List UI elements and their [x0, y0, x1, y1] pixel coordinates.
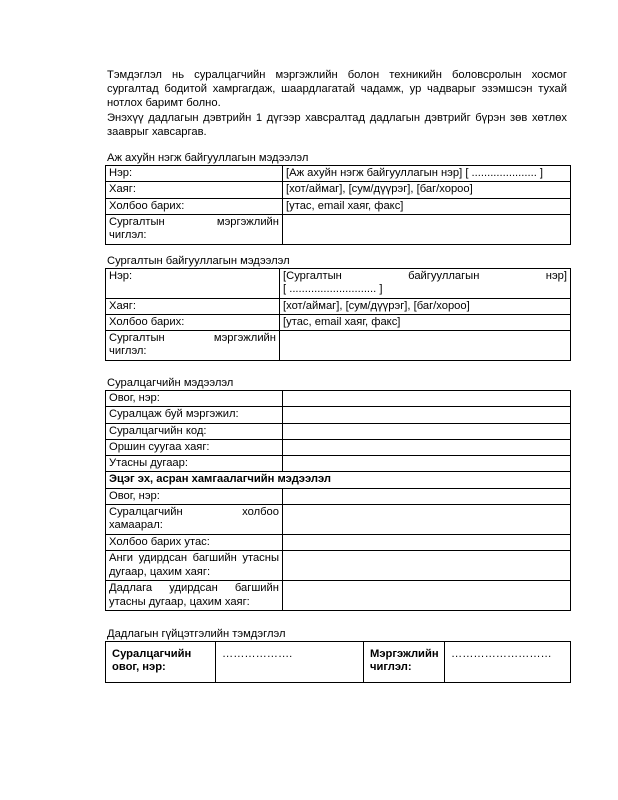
table-row — [106, 551, 571, 581]
training-caption: Сургалтын байгууллагын мэдээлэл — [107, 255, 290, 267]
grading-caption: Дадлагын гүйцэтгэлийн тэмдэглэл — [107, 628, 286, 640]
row-value[interactable] — [283, 535, 571, 551]
row-label: Холбоо барих утас: — [106, 535, 283, 551]
row-label — [106, 214, 283, 244]
label-word: мэргэжлийн — [213, 332, 276, 345]
student-name-value[interactable]: ………………. — [216, 642, 364, 683]
row-value[interactable] — [283, 214, 571, 244]
intro-paragraph-1: Тэмдэглэл нь суралцагчийн мэргэжлийн болон техникийн боловсролын хосмог сургалтад бодитой хамргагдаж, шаардлагатай чадамж, ур чадварыг эзэмшсэн тухай нотлох баримт болно. — [107, 69, 567, 110]
row-value[interactable] — [280, 331, 571, 361]
intro-paragraph-2: Энэхүү дадлагын дэвтрийн 1 дүгээр хавсралтад дадлагын дэвтрийг бүрэн зөв хөтлөх зааврыг хавсаргав. — [107, 111, 567, 138]
label-word: хамаарал: — [109, 519, 163, 532]
label-word: чиглэл: — [109, 229, 147, 242]
row-label: Нэр: — [106, 269, 280, 299]
label-word: мэргэжлийн — [216, 215, 279, 228]
table-row — [106, 488, 571, 504]
row-value[interactable] — [283, 488, 571, 504]
row-label: Оршин суугаа хаяг: — [106, 439, 283, 455]
row-label: Утасны дугаар: — [106, 456, 283, 472]
table-row — [106, 298, 571, 314]
row-value[interactable]: [утас, email хаяг, факс] — [283, 198, 571, 214]
label-word: Суралцагчийн — [109, 506, 183, 519]
row-value[interactable] — [283, 456, 571, 472]
student-caption: Суралцагчийн мэдээлэл — [107, 377, 234, 389]
row-label: Холбоо барих: — [106, 314, 280, 330]
table-row — [106, 642, 571, 683]
row-label: Холбоо барих: — [106, 198, 283, 214]
row-value[interactable]: [Аж ахуйн нэгж байгууллагын нэр] [ ..................... ] — [283, 166, 571, 182]
row-label: Хаяг: — [106, 298, 280, 314]
table-row — [106, 456, 571, 472]
table-row — [106, 472, 571, 488]
table-row — [106, 214, 571, 244]
row-value[interactable] — [283, 391, 571, 407]
row-value[interactable] — [283, 551, 571, 581]
table-row — [106, 391, 571, 407]
table-row — [106, 331, 571, 361]
row-value[interactable] — [283, 505, 571, 535]
label-word: чиглэл: — [109, 345, 147, 358]
major-value[interactable]: ……………………… — [445, 642, 571, 683]
value-word: нэр] — [545, 270, 567, 282]
value-word: [Сургалтын — [283, 270, 342, 282]
major-label: Мэргэжлийн чиглэл: — [364, 642, 445, 683]
table-row — [106, 166, 571, 182]
label-word: холбоо — [242, 506, 279, 519]
table-row — [106, 269, 571, 299]
table-row — [106, 439, 571, 455]
table-row — [106, 581, 571, 611]
label-word: Сургалтын — [109, 215, 165, 228]
student-name-label: Суралцагчийн овог, нэр: — [106, 642, 216, 683]
row-value[interactable]: [хот/аймаг], [сум/дүүрэг], [баг/хороо] — [283, 182, 571, 198]
row-value[interactable] — [283, 581, 571, 611]
row-value[interactable] — [283, 407, 571, 423]
table-row — [106, 407, 571, 423]
enterprise-caption: Аж ахуйн нэгж байгууллагын мэдээлэл — [107, 152, 309, 164]
row-value[interactable]: [утас, email хаяг, факс] — [280, 314, 571, 330]
row-label: Дадлага удирдсан багшийн утасны дугаар, цахим хаяг: — [106, 581, 283, 611]
value-word: [ ............................ ] — [283, 283, 383, 296]
row-label: Хаяг: — [106, 182, 283, 198]
row-label — [106, 331, 280, 361]
row-value[interactable]: [хот/аймаг], [сум/дүүрэг], [баг/хороо] — [280, 298, 571, 314]
table-row — [106, 505, 571, 535]
row-label: Овог, нэр: — [106, 391, 283, 407]
row-label — [106, 505, 283, 535]
grading-table — [105, 641, 571, 683]
value-word: байгууллагын — [408, 270, 480, 282]
parent-section-header: Эцэг эх, асран хамгаалагчийн мэдээлэл — [106, 472, 571, 488]
enterprise-table — [105, 165, 571, 245]
table-row — [106, 198, 571, 214]
table-row — [106, 423, 571, 439]
intro-text — [107, 68, 567, 139]
row-value[interactable] — [280, 269, 571, 299]
table-row — [106, 314, 571, 330]
table-row — [106, 182, 571, 198]
row-label: Суралцагчийн код: — [106, 423, 283, 439]
row-value[interactable] — [283, 423, 571, 439]
row-label: Суралцаж буй мэргэжил: — [106, 407, 283, 423]
label-word: Сургалтын — [109, 332, 165, 345]
table-row — [106, 535, 571, 551]
row-label: Нэр: — [106, 166, 283, 182]
student-table — [105, 390, 571, 611]
row-label: Овог, нэр: — [106, 488, 283, 504]
row-label: Анги удирдсан багшийн утасны дугаар, цахим хаяг: — [106, 551, 283, 581]
row-value[interactable] — [283, 439, 571, 455]
training-table — [105, 268, 571, 361]
